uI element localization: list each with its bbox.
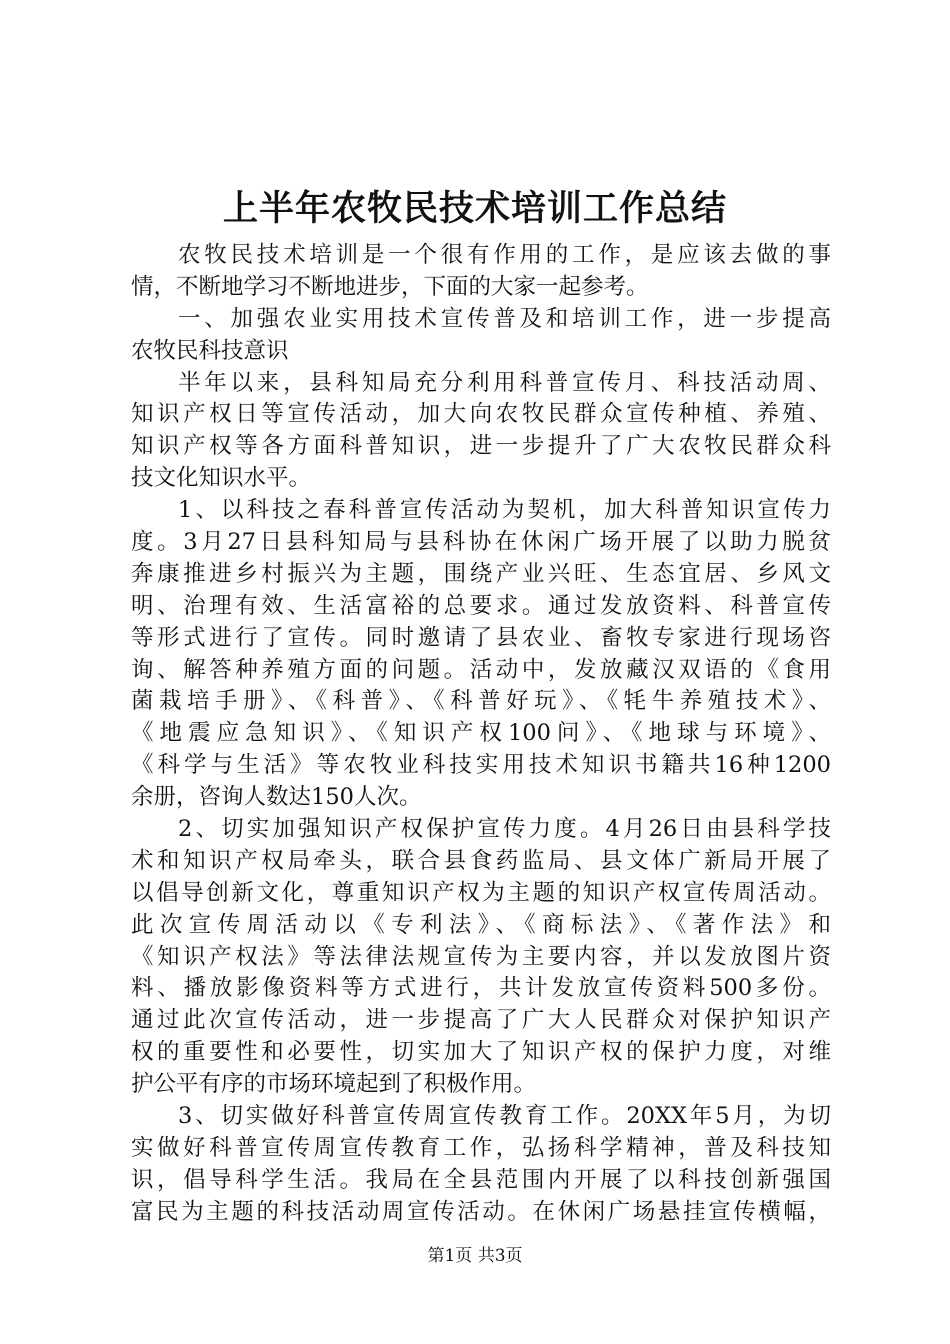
- text-line: 菌栽培手册》、《科普》、《科普好玩》、《牦牛养殖技术》、: [131, 688, 831, 715]
- document-body: [131, 240, 831, 1229]
- text-line: 以倡导创新文化，尊重知识产权为主题的知识产权宣传周活动。: [131, 879, 831, 906]
- text-line: 余册，咨询人数达150人次。: [131, 784, 422, 811]
- text-line: 护公平有序的市场环境起到了积极作用。: [131, 1071, 537, 1098]
- text-line: 询、解答种养殖方面的问题。活动中，发放藏汉双语的《食用: [131, 656, 831, 683]
- text-line: 知识产权日等宣传活动，加大向农牧民群众宣传种植、养殖、: [131, 401, 831, 428]
- text-line: 知识产权等各方面科普知识，进一步提升了广大农牧民群众科: [131, 433, 831, 460]
- text-line: 农牧民科技意识: [131, 337, 289, 364]
- text-line: 料、播放影像资料等方式进行，共计发放宣传资料500多份。: [131, 975, 831, 1002]
- text-line: 农牧民技术培训是一个很有作用的工作，是应该去做的事: [178, 242, 831, 268]
- text-line: 通过此次宣传活动，进一步提高了广大人民群众对保护知识产: [131, 1007, 831, 1034]
- page-footer: 第1页 共3页: [427, 1246, 523, 1266]
- text-line: 1、以科技之春科普宣传活动为契机，加大科普知识宣传力: [178, 497, 831, 524]
- text-line: 权的重要性和必要性，切实加大了知识产权的保护力度，对维: [131, 1039, 831, 1066]
- text-line: 技文化知识水平。: [131, 465, 312, 492]
- text-line: 《知识产权法》等法律法规宣传为主要内容，并以发放图片资: [131, 943, 831, 970]
- text-line: 富民为主题的科技活动周宣传活动。在休闲广场悬挂宣传横幅，: [131, 1198, 831, 1225]
- document-title: 上半年农牧民技术培训工作总结: [222, 188, 727, 229]
- text-line: 一、加强农业实用技术宣传普及和培训工作，进一步提高: [178, 305, 831, 332]
- text-line: 度。3月27日县科知局与县科协在休闲广场开展了以助力脱贫: [131, 529, 831, 556]
- text-line: 奔康推进乡村振兴为主题，围绕产业兴旺、生态宜居、乡风文: [131, 560, 831, 587]
- text-line: 术和知识产权局牵头，联合县食药监局、县文体广新局开展了: [131, 847, 831, 874]
- text-line: 半年以来，县科知局充分利用科普宣传月、科技活动周、: [178, 369, 831, 396]
- text-line: 实做好科普宣传周宣传教育工作，弘扬科学精神，普及科技知: [131, 1134, 831, 1161]
- text-line: 《科学与生活》等农牧业科技实用技术知识书籍共16种1200: [131, 752, 831, 779]
- text-line: 3、切实做好科普宣传周宣传教育工作。20XX年5月，为切: [178, 1103, 831, 1130]
- text-line: 等形式进行了宣传。同时邀请了县农业、畜牧专家进行现场咨: [131, 624, 831, 651]
- text-line: 《地震应急知识》、《知识产权100问》、《地球与环境》、: [131, 720, 831, 747]
- text-line: 此次宣传周活动以《专利法》、《商标法》、《著作法》和: [131, 911, 831, 938]
- text-line: 2、切实加强知识产权保护宣传力度。4月26日由县科学技: [178, 816, 831, 843]
- text-line: 情，不断地学习不断地进步，下面的大家一起参考。: [131, 273, 649, 300]
- text-line: 识，倡导科学生活。我局在全县范围内开展了以科技创新强国: [131, 1166, 831, 1193]
- text-line: 明、治理有效、生活富裕的总要求。通过发放资料、科普宣传: [131, 592, 831, 619]
